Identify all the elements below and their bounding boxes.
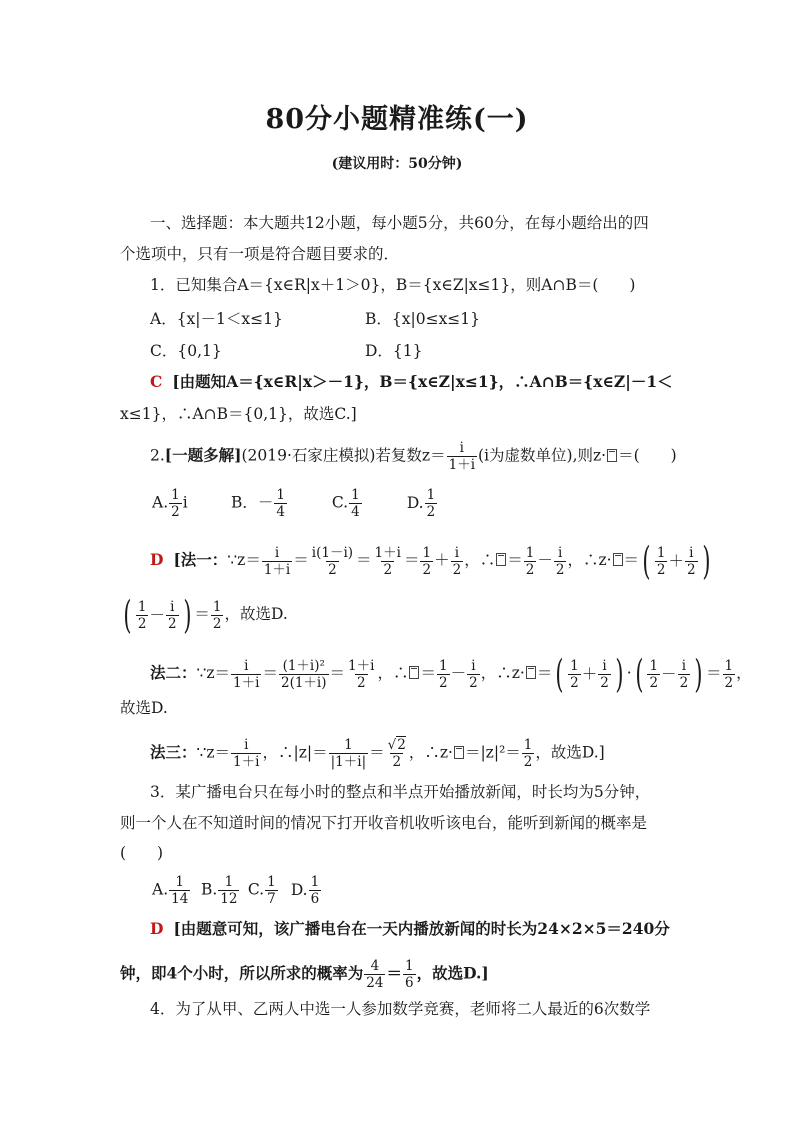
frac-num: i [471, 657, 476, 674]
q2-tag: [一题多解] [164, 445, 242, 465]
eq: ＝ [403, 551, 420, 569]
frac-den: 2 [392, 754, 402, 770]
frac-den: 2 [724, 674, 734, 691]
frac-i-over-1pi [231, 658, 261, 691]
frac-half [647, 658, 660, 691]
q2-stem-fraction [447, 440, 477, 473]
q3-option-c [248, 874, 286, 907]
frac-half [437, 658, 450, 691]
frac-den: 2(1＋i) [280, 674, 327, 691]
q3-options [152, 874, 712, 907]
therefore: ∴ [392, 664, 409, 682]
frac-den: 2 [426, 504, 436, 520]
q3-solution-text-1: [由题意可知，该广播电台在一天内播放新闻的时长为24×2×5＝240分 [173, 919, 670, 938]
frac-num: 1 [171, 487, 180, 503]
q3-option-a-label: A. [152, 880, 169, 899]
frac-den: 6 [405, 975, 414, 991]
q2-option-a-label: A. [152, 493, 169, 512]
q2-option-d-label: D. [406, 493, 424, 512]
q2-number: 2. [150, 446, 165, 465]
frac-i-half [598, 658, 611, 691]
therefore-z-times: ∴z· [582, 551, 612, 569]
frac-4-over-24 [364, 958, 385, 991]
q2-answer: D [150, 550, 164, 569]
eq: ＝ [623, 551, 640, 569]
frac-num: 1 [570, 657, 579, 674]
plus: ＋ [581, 665, 598, 683]
since-z: ∵z＝ [227, 551, 261, 569]
frac-num: 1 [649, 657, 659, 674]
z-conjugate-icon [526, 666, 536, 679]
frac-den: 2 [328, 561, 337, 578]
q1-solution-line-1 [150, 371, 710, 393]
q1-solution-line-2: x≤1}，∴A∩B＝{0,1}，故选C.] [120, 405, 357, 423]
frac-i-over-1pi [262, 545, 292, 578]
q1-solution-text-1: [由题知A＝{x∈R|x＞－1}，B＝{x∈Z|x≤1}，∴A∩B＝{x∈Z|－1＜ [172, 372, 673, 391]
section-intro-line-1: 一、选择题：本大题共12小题，每小题5分，共60分，在每小题给出的四 [150, 214, 649, 232]
minus: － [661, 665, 677, 683]
q1-option-b: B．{x|0≤x≤1} [365, 310, 481, 328]
page-title: 80分小题精准练(一) [265, 104, 529, 135]
comma: ， [377, 664, 393, 682]
q2-solution-method-3 [150, 737, 710, 770]
frac-den: 1＋i [233, 754, 260, 770]
frac-num: i [689, 544, 694, 561]
frac-den: 2 [171, 504, 180, 520]
eq: ＝ [356, 551, 372, 569]
frac-num: 1 [276, 487, 285, 503]
page-subtitle: (建议用时：50分钟) [331, 156, 463, 172]
frac-den: 2 [167, 615, 177, 632]
frac-den: 2 [439, 674, 448, 691]
frac-num: 1 [175, 874, 185, 890]
q2-stem-text-b: (i为虚数单位),则z· [478, 446, 607, 465]
eq: ＝ [386, 963, 402, 983]
frac-den: 2 [656, 561, 666, 578]
frac-num: i [602, 657, 607, 674]
q1-stem: 1．已知集合A＝{x∈R|x＋1＞0}，B＝{x∈Z|x≤1}，则A∩B＝( ) [150, 276, 636, 294]
minus: － [450, 664, 467, 682]
q3-option-a-frac [169, 874, 190, 907]
frac-num: 1 [426, 487, 436, 503]
frac-num: (1＋i)² [282, 657, 325, 674]
frac-num: 1 [405, 958, 414, 974]
frac-num: i [459, 440, 464, 456]
frac-num: √2 [387, 737, 406, 753]
q2-method-1-label: [法一： [173, 550, 228, 569]
frac-num: 1 [724, 657, 734, 674]
eq: ＝ [262, 664, 278, 682]
q3-solution-text-2: 钟，即4个小时，所以所求的概率为 [120, 963, 364, 983]
q2-solution-method-2-end: 故选D. [120, 699, 168, 717]
frac-den: 1＋i [233, 674, 260, 691]
q1-option-a: A．{x|－1＜x≤1} [150, 310, 283, 328]
frac-den: 4 [276, 504, 285, 520]
frac-sqrt2-over-2 [386, 737, 408, 770]
frac-num: i [244, 657, 249, 674]
frac-num: i [454, 544, 460, 561]
frac-1-over-abs [329, 737, 369, 770]
q3-option-c-frac [265, 874, 278, 907]
q3-option-c-label: C. [247, 880, 265, 899]
z-conjugate-icon [496, 553, 506, 566]
therefore-z-times: ∴z· [496, 664, 525, 682]
frac-num: 1 [267, 874, 276, 890]
frac-num: i [244, 737, 249, 753]
frac-den: 2 [137, 615, 147, 632]
frac-num: 1 [224, 874, 234, 890]
frac-num: i [274, 544, 280, 561]
paren-group: ( $\frac{1}{2}$ ＋ $\frac{i}{2}$ ) [642, 539, 711, 583]
frac-half [420, 545, 433, 578]
paren-group: ( $\frac{1}{2}$ － $\frac{i}{2}$ ) [634, 652, 703, 696]
comma: ， [567, 551, 583, 569]
frac-half [524, 545, 537, 578]
frac-den: 4 [351, 504, 360, 520]
comma: ， [736, 664, 752, 682]
q2-option-c-frac [349, 487, 362, 520]
q2-option-b-frac [274, 487, 287, 520]
q3-stem-line-2: 则一个人在不知道时间的情况下打开收音机收听该电台，能听到新闻的概率是 [120, 814, 648, 832]
q3-solution-line-2 [120, 958, 680, 991]
frac-1pi-over-2 [373, 545, 403, 578]
frac-1pi-over-2 [346, 658, 376, 691]
eq: ＝ [536, 664, 553, 682]
frac-den: 2 [469, 674, 478, 691]
eq: ＝ [507, 551, 523, 569]
frac-half [723, 658, 736, 691]
q2-solution-method-2: 法二：∵z＝ $\frac{i}{1+i}$ ＝ $\frac{\text{(1＋i)²}}{2(1+i)}$ ＝ $\frac{1+i}{2}$ ，∴ ＝ $\frac{1}{2}$ － $\frac{i}{2}$ ，∴z· ＝ ( $\frac{1}{2}$ ＋ $\frac{i}{2}$ ) · ( $\frac{1}{2}$ － $\frac{i}{2}$ ) ＝ $\frac{1}{2}$ ， [150, 652, 752, 696]
frac-num: 1 [137, 598, 147, 615]
q1-option-c: C．{0,1} [150, 342, 222, 360]
frac-den: 2 [422, 561, 432, 578]
therefore: ∴ [479, 551, 496, 569]
frac-den: 2 [523, 754, 533, 770]
frac-num: 1＋i [348, 657, 375, 674]
q2-stem-text-c: ＝( ) [618, 446, 677, 465]
frac-den: 2 [555, 561, 565, 578]
paren-group: ( $\frac{1}{2}$ － $\frac{i}{2}$ ) [123, 593, 192, 637]
frac-half [136, 599, 149, 632]
q3-answer: D [150, 919, 164, 938]
frac-den: 6 [310, 891, 320, 907]
comma: ， [262, 743, 278, 762]
frac-den: 1＋i [448, 457, 476, 473]
q2-option-d-frac [425, 487, 438, 520]
frac-num: 1 [439, 657, 448, 674]
q4-stem-line-1: 4．为了从甲、乙两人中选一人参加数学竞赛，老师将二人最近的6次数学 [150, 1000, 651, 1018]
paren-group: ( $\frac{1}{2}$ ＋ $\frac{i}{2}$ ) [555, 652, 624, 696]
q2-option-c [332, 487, 402, 520]
q1-options-row-2 [150, 340, 710, 362]
q3-stem-line-3: ( ) [120, 844, 164, 862]
z-conjugate-icon [613, 553, 623, 566]
frac-num: 1 [525, 544, 535, 561]
frac-num: i [170, 598, 175, 615]
q3-solution-text-3: ，故选D.] [416, 963, 489, 983]
frac-i-half [451, 545, 464, 578]
q2-option-b [231, 487, 327, 520]
eq: ＝ [369, 743, 385, 762]
eq: ＝ [293, 551, 309, 569]
frac-den: 2 [687, 561, 696, 578]
frac-i-half [554, 545, 567, 578]
z-conjugate-icon [454, 746, 464, 759]
q2-method-3-end: ，故选D.] [535, 743, 605, 762]
frac-den: 2 [356, 674, 366, 691]
q2-method-2-label: 法二： [150, 663, 197, 682]
frac-num: 1 [523, 737, 533, 753]
frac-i-half [678, 658, 691, 691]
comma: ， [408, 743, 425, 762]
section-intro-line-2: 个选项中，只有一项是符合题目要求的． [120, 245, 400, 263]
q2-option-a-frac [169, 487, 182, 520]
frac-den: 2 [570, 674, 579, 691]
minus: － [149, 606, 165, 624]
abs-squared: ＝|z|²＝ [464, 743, 521, 762]
eq: ＝ [420, 664, 436, 682]
frac-sq-over-2-1pi [279, 658, 329, 691]
q2-option-a: A. $\frac{1}{2}$ i [152, 487, 188, 520]
q3-option-b [201, 874, 243, 907]
frac-i1mi-over-2 [310, 545, 355, 578]
q2-option-d [406, 487, 438, 520]
eq: ＝ [329, 664, 346, 682]
q3-solution-line-1 [150, 918, 710, 940]
frac-i-half [685, 545, 698, 578]
q1-options-row-1 [150, 308, 710, 330]
frac-num: 1 [656, 544, 666, 561]
eq: ＝ [705, 664, 722, 682]
frac-num: 1 [351, 487, 360, 503]
since-z: ∵z＝ [196, 743, 231, 762]
frac-i-over-1pi [231, 737, 261, 770]
frac-den: 2 [600, 674, 609, 691]
q2-solution-method-1-cont [120, 593, 680, 637]
frac-num: 1 [310, 874, 320, 890]
q3-option-d-frac [309, 874, 322, 907]
frac-half [211, 599, 224, 632]
q2-stem-text-a: (2019·石家庄模拟)若复数z＝ [241, 446, 446, 465]
z-conjugate-icon [607, 449, 617, 462]
frac-half [655, 545, 668, 578]
q2-method-3-label: 法三： [150, 742, 197, 762]
frac-num: 1 [422, 544, 432, 561]
q3-option-d [290, 874, 322, 907]
frac-den: 1＋i [263, 561, 291, 578]
q3-option-b-frac [218, 874, 239, 907]
minus: － [537, 551, 553, 569]
sqrt-radicand: 2 [397, 737, 406, 753]
frac-den: 2 [525, 561, 535, 578]
therefore-z-times: ∴z· [424, 743, 453, 762]
q1-answer: C [150, 372, 163, 391]
frac-num: 1 [212, 598, 222, 615]
frac-num: i(1－i) [311, 544, 354, 561]
frac-den: 14 [171, 891, 189, 907]
frac-num: 4 [370, 958, 380, 974]
frac-1-over-6 [403, 958, 416, 991]
frac-den: |1＋i| [330, 754, 367, 770]
q2-option-b-label: B．－ [230, 493, 274, 512]
frac-den: 7 [267, 891, 276, 907]
frac-num: 1＋i [374, 544, 401, 561]
since-z: ∵z＝ [196, 664, 231, 682]
plus: ＋ [434, 551, 450, 569]
frac-half [522, 737, 535, 770]
frac-den: 2 [679, 674, 689, 691]
frac-num: 1 [344, 737, 353, 753]
q2-stem [150, 440, 710, 473]
q3-option-a [152, 874, 196, 907]
z-conjugate-icon [409, 666, 419, 679]
q2-solution-method-1 [150, 539, 711, 583]
frac-den: 2 [383, 561, 393, 578]
q1-option-d: D．{1} [365, 342, 423, 360]
comma: ， [480, 664, 497, 682]
frac-num: i [557, 544, 563, 561]
frac-num: i [681, 657, 687, 674]
frac-i-half [166, 599, 179, 632]
frac-den: 2 [649, 674, 659, 691]
comma: ， [464, 551, 480, 569]
frac-den: 2 [212, 615, 222, 632]
frac-den: 24 [366, 975, 384, 991]
frac-den: 12 [220, 891, 238, 907]
q3-option-d-label: D. [290, 880, 308, 899]
plus: ＋ [668, 552, 684, 570]
abs-z: ∴|z|＝ [277, 743, 328, 762]
q3-stem-line-1: 3．某广播电台只在每小时的整点和半点开始播放新闻，时长均为5分钟， [150, 783, 651, 801]
q3-option-b-label: B. [200, 880, 218, 899]
frac-half [568, 658, 581, 691]
q2-options [152, 487, 712, 520]
q2-method-1-end: ，故选D. [224, 605, 288, 623]
eq: ＝ [194, 605, 210, 623]
frac-i-half [467, 658, 480, 691]
frac-den: 2 [452, 561, 462, 578]
q2-option-c-label: C. [331, 493, 349, 512]
